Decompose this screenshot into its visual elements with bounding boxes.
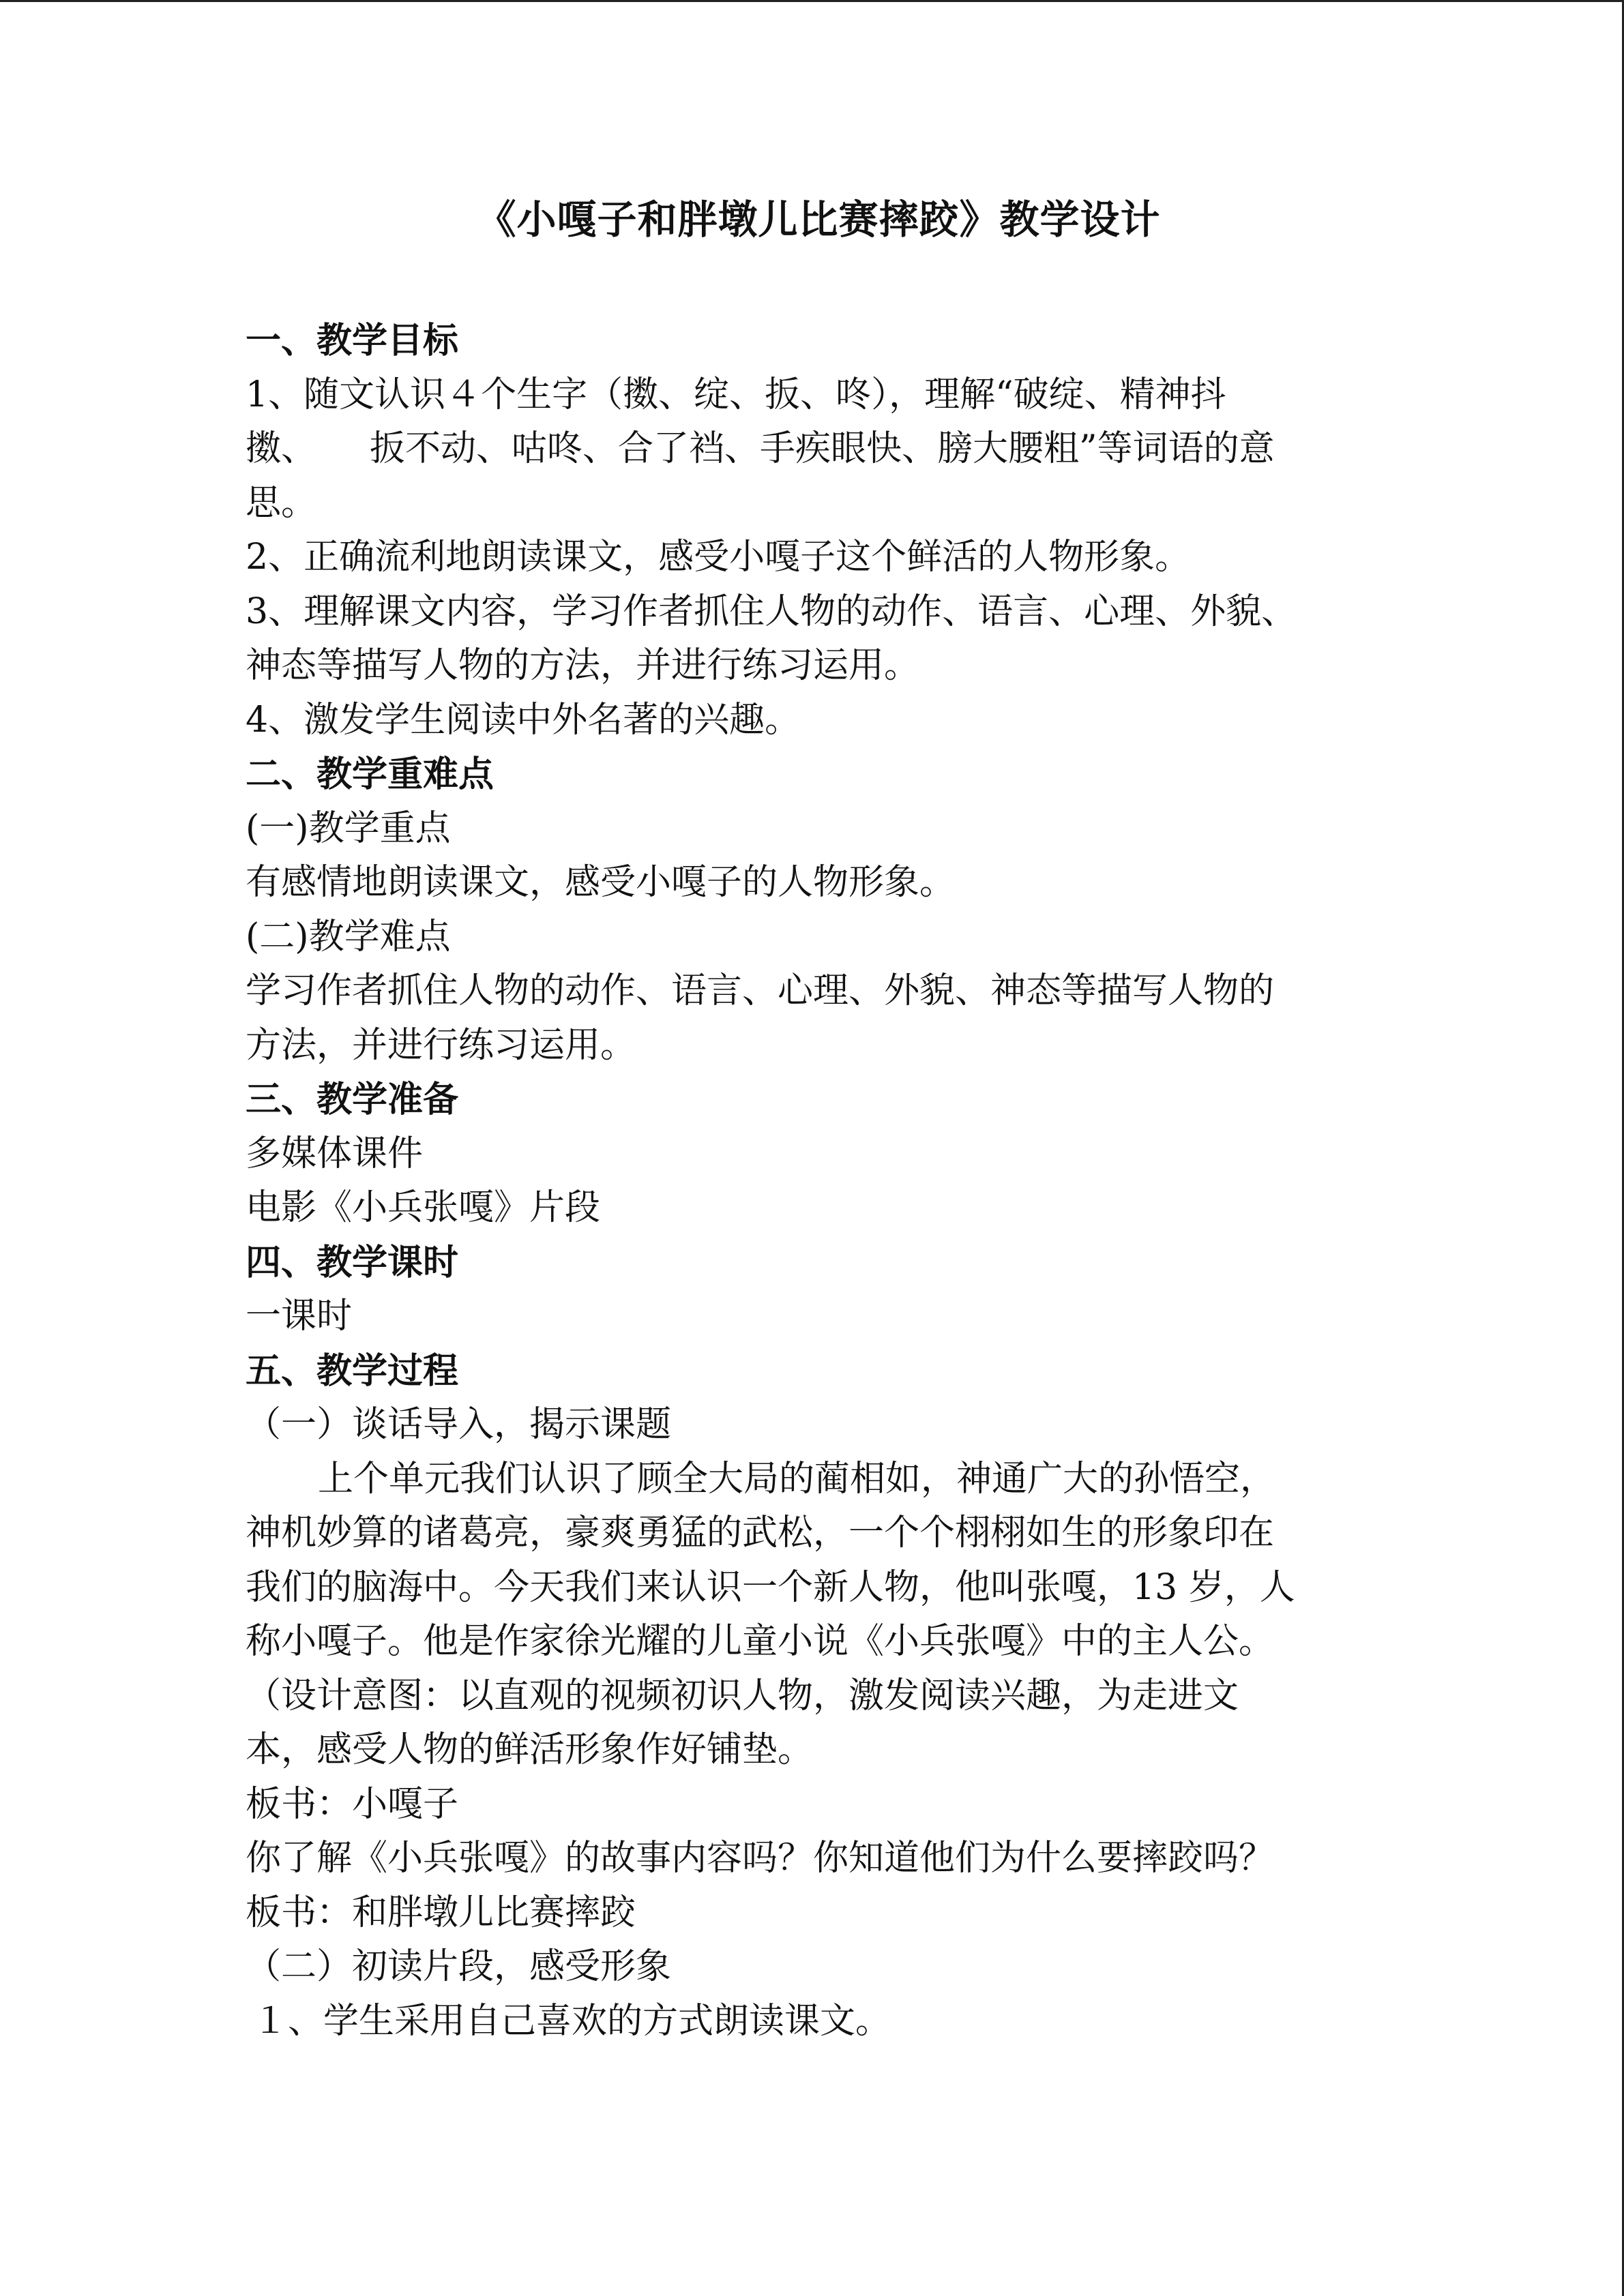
text-line: 有感情地朗读课文，感受小嘎子的人物形象。 bbox=[246, 862, 956, 903]
document-lines bbox=[246, 314, 1391, 2048]
section-heading: 四、教学课时 bbox=[246, 1241, 459, 1283]
text-line: （设计意图：以直观的视频初识人物，激发阅读兴趣，为走进文 bbox=[246, 1675, 1239, 1716]
text-line: 多媒体课件 bbox=[246, 1133, 424, 1174]
text-line: 你了解《小兵张嘎》的故事内容吗？你知道他们为什么要摔跤吗？ bbox=[246, 1838, 1275, 1879]
section-heading: 一、教学目标 bbox=[246, 320, 459, 361]
text-line: （二）初读片段，感受形象 bbox=[246, 1946, 672, 1987]
section-heading: 五、教学过程 bbox=[246, 1350, 459, 1392]
text-line: 擞、 扳不动、咕咚、合了裆、手疾眼快、膀大腰粗”等词语的意 bbox=[246, 428, 1275, 469]
text-line: 4、激发学生阅读中外名著的兴趣。 bbox=[246, 699, 801, 741]
text-line: 2、正确流利地朗读课文，感受小嘎子这个鲜活的人物形象。 bbox=[246, 537, 1191, 578]
document-body bbox=[246, 192, 1391, 2048]
text-line: 上个单元我们认识了顾全大局的蔺相如，神通广大的孙悟空， bbox=[318, 1458, 1276, 1500]
text-line: １、学生采用自己喜欢的方式朗读课文。 bbox=[252, 2000, 891, 2042]
text-line: 神机妙算的诸葛亮，豪爽勇猛的武松，一个个栩栩如生的形象印在 bbox=[246, 1512, 1275, 1553]
text-line: 我们的脑海中。今天我们来认识一个新人物，他叫张嘎，13 岁，人 bbox=[246, 1566, 1295, 1608]
text-line: 称小嘎子。他是作家徐光耀的儿童小说《小兵张嘎》中的主人公。 bbox=[246, 1621, 1275, 1662]
text-line: (二)教学难点 bbox=[246, 916, 451, 957]
section-heading: 三、教学准备 bbox=[246, 1079, 459, 1120]
text-line: 板书：和胖墩儿比赛摔跤 bbox=[246, 1892, 636, 1933]
text-line: (一)教学重点 bbox=[246, 807, 451, 849]
text-line: 方法，并进行练习运用。 bbox=[246, 1024, 636, 1066]
text-line: 思。 bbox=[246, 482, 317, 524]
text-line: 本，感受人物的鲜活形象作好铺垫。 bbox=[246, 1729, 814, 1770]
text-line: （一）谈话导入，揭示课题 bbox=[246, 1404, 672, 1445]
text-line: 学习作者抓住人物的动作、语言、心理、外貌、神态等描写人物的 bbox=[246, 970, 1275, 1011]
text-line: 板书：小嘎子 bbox=[246, 1783, 459, 1825]
text-line: 3、理解课文内容，学习作者抓住人物的动作、语言、心理、外貌、 bbox=[246, 591, 1297, 632]
section-heading: 二、教学重难点 bbox=[246, 754, 494, 795]
text-line: 电影《小兵张嘎》片段 bbox=[246, 1187, 601, 1228]
text-line: 1、随文认识４个生字（擞、绽、扳、咚），理解“破绽、精神抖 bbox=[246, 374, 1226, 415]
text-line: 神态等描写人物的方法，并进行练习运用。 bbox=[246, 645, 920, 686]
document-title: 《小嘎子和胖墩儿比赛摔跤》教学设计 bbox=[476, 196, 1161, 243]
text-line: 一课时 bbox=[246, 1296, 353, 1337]
